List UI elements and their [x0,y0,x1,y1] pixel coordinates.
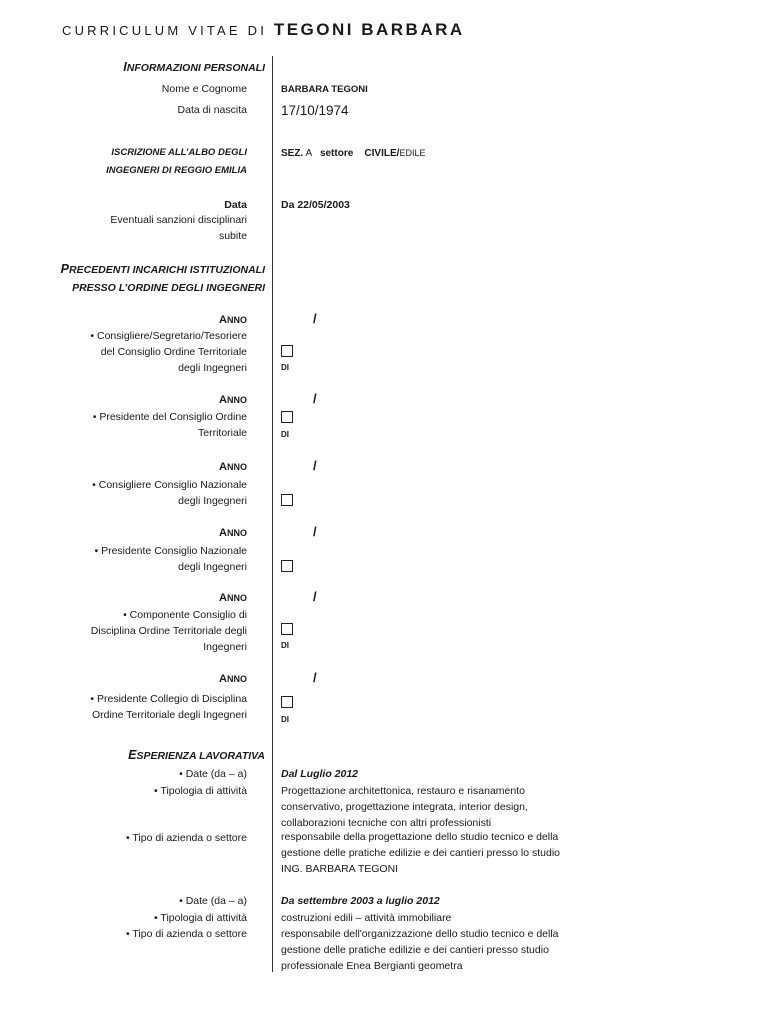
entry-2-date: Da settembre 2003 a luglio 2012 [281,895,440,907]
entry-2-date-label: • Date (da – a) [179,895,247,907]
name-value: BARBARA TEGONI [281,84,368,95]
entry-1-date: Dal Luglio 2012 [281,768,359,780]
entry-2-azienda-label: • Tipo di azienda o settore [125,928,247,940]
anno-slash: / [313,311,317,326]
incarico-3-label [92,477,247,509]
incarico-3-line1: • Consigliere Consiglio Nazionale [92,479,247,491]
entry-1-tipologia-line1: Progettazione architettonica, restauro e risanamento [281,785,525,797]
anno-slash: / [313,524,317,539]
di-label: DI [281,715,289,724]
entry-1-tipologia [281,783,528,831]
entry-1-azienda-line2: gestione delle pratiche edilizie e dei cantieri presso lo studio [281,847,560,859]
entry-2-azienda-line3: professionale Enea Bergianti geometra [281,960,463,972]
anno-label: ANNO [219,394,247,406]
entry-2-tipologia: costruzioni edili – attività immobiliare [281,912,452,924]
incarico-1-line2: del Consiglio Ordine Territoriale [100,346,247,358]
albo-title [106,145,247,179]
entry-2-azienda [281,926,559,974]
incarico-6-checkbox[interactable] [281,696,293,708]
entry-1-tipologia-label: • Tipologia di attività [154,785,247,797]
incarico-6-label [90,691,247,723]
incarico-2-label [93,409,247,441]
incarico-2-line2: Territoriale [197,427,247,439]
page-title [62,20,465,40]
entry-1-azienda-label: • Tipo di azienda o settore [125,832,247,844]
sez-value: A [305,148,312,159]
sanctions-line1: Eventuali sanzioni disciplinari [110,214,247,226]
albo-sez [281,145,425,162]
birth-value: 17/10/1974 [281,103,349,118]
incarico-4-checkbox[interactable] [281,560,293,572]
incarico-5-checkbox[interactable] [281,623,293,635]
anno-label: ANNO [219,461,247,473]
incarico-3-checkbox[interactable] [281,494,293,506]
title-name: TEGONI BARBARA [273,20,465,39]
experience-title: ESPERIENZA LAVORATIVA [128,748,265,762]
entry-1-azienda-line3: ING. BARBARA TEGONI [281,863,399,875]
entry-1-azienda [281,829,560,877]
name-label: Nome e Cognome [161,83,247,95]
anno-label: ANNO [219,673,247,685]
section-personal-title: INFORMAZIONI PERSONALI [123,60,265,74]
incarico-3-line2: degli Ingegneri [178,495,247,507]
title-prefix: CURRICULUM VITAE DI [62,23,268,38]
albo-title-line1: ISCRIZIONE ALL’ALBO DEGLI [111,147,247,158]
incarico-5-line2: Disciplina Ordine Territoriale degli [90,625,247,637]
entry-1-tipologia-line3: collaborazioni tecniche con altri professionisti [281,817,492,829]
incarico-5-line1: • Componente Consiglio di [123,609,247,621]
incarico-1-line1: • Consigliere/Segretario/Tesoriere [90,330,247,342]
column-divider [272,56,273,972]
incarico-2-checkbox[interactable] [281,411,293,423]
incarico-1-checkbox[interactable] [281,345,293,357]
anno-label: ANNO [219,527,247,539]
settore-value: CIVILE/ [364,148,400,159]
sanctions-label [110,212,247,244]
di-label: DI [281,430,289,439]
incarico-4-line2: degli Ingegneri [178,561,247,573]
incarico-5-line3: Ingegneri [203,641,247,653]
entry-2-azienda-line1: responsabile dell'organizzazione dello studio tecnico e della [281,928,559,940]
anno-label: ANNO [219,314,247,326]
incarichi-title-line1: PRECEDENTI INCARICHI ISTITUZIONALI [60,262,265,276]
incarico-5-label [91,607,247,655]
incarico-6-line2: Ordine Territoriale degli Ingegneri [91,709,247,721]
incarico-6-line1: • Presidente Collegio di Disciplina [90,693,247,705]
di-label: DI [281,641,289,650]
anno-slash: / [313,391,317,406]
entry-2-azienda-line2: gestione delle pratiche edilizie e dei cantieri presso studio [281,944,549,956]
albo-date-label: Data [224,199,247,211]
entry-1-date-label: • Date (da – a) [179,768,247,780]
entry-1-tipologia-line2: conservativo, progettazione integrata, interior design, [281,801,528,813]
anno-slash: / [313,670,317,685]
incarico-2-line1: • Presidente del Consiglio Ordine [92,411,247,423]
settore-sub: EDILE [399,148,426,158]
incarichi-title-line2: PRESSO L’ORDINE DEGLI INGEGNERI [72,282,265,294]
sez-label: SEZ. [281,148,304,159]
albo-title-line2: INGEGNERI DI REGGIO EMILIA [106,165,247,176]
entry-1-azienda-line1: responsabile della progettazione dello studio tecnico e della [281,831,559,843]
birth-label: Data di nascita [177,104,247,116]
anno-slash: / [313,589,317,604]
incarico-4-label [94,543,247,575]
anno-label: ANNO [219,592,247,604]
sanctions-line2: subite [218,230,247,242]
anno-slash: / [313,458,317,473]
di-label: DI [281,363,289,372]
entry-2-tipologia-label: • Tipologia di attività [154,912,247,924]
incarichi-title [61,260,265,297]
incarico-1-label [90,328,247,376]
incarico-1-line3: degli Ingegneri [178,362,247,374]
albo-date-value: Da 22/05/2003 [281,199,350,211]
incarico-4-line1: • Presidente Consiglio Nazionale [94,545,247,557]
settore-label: settore [319,148,354,159]
